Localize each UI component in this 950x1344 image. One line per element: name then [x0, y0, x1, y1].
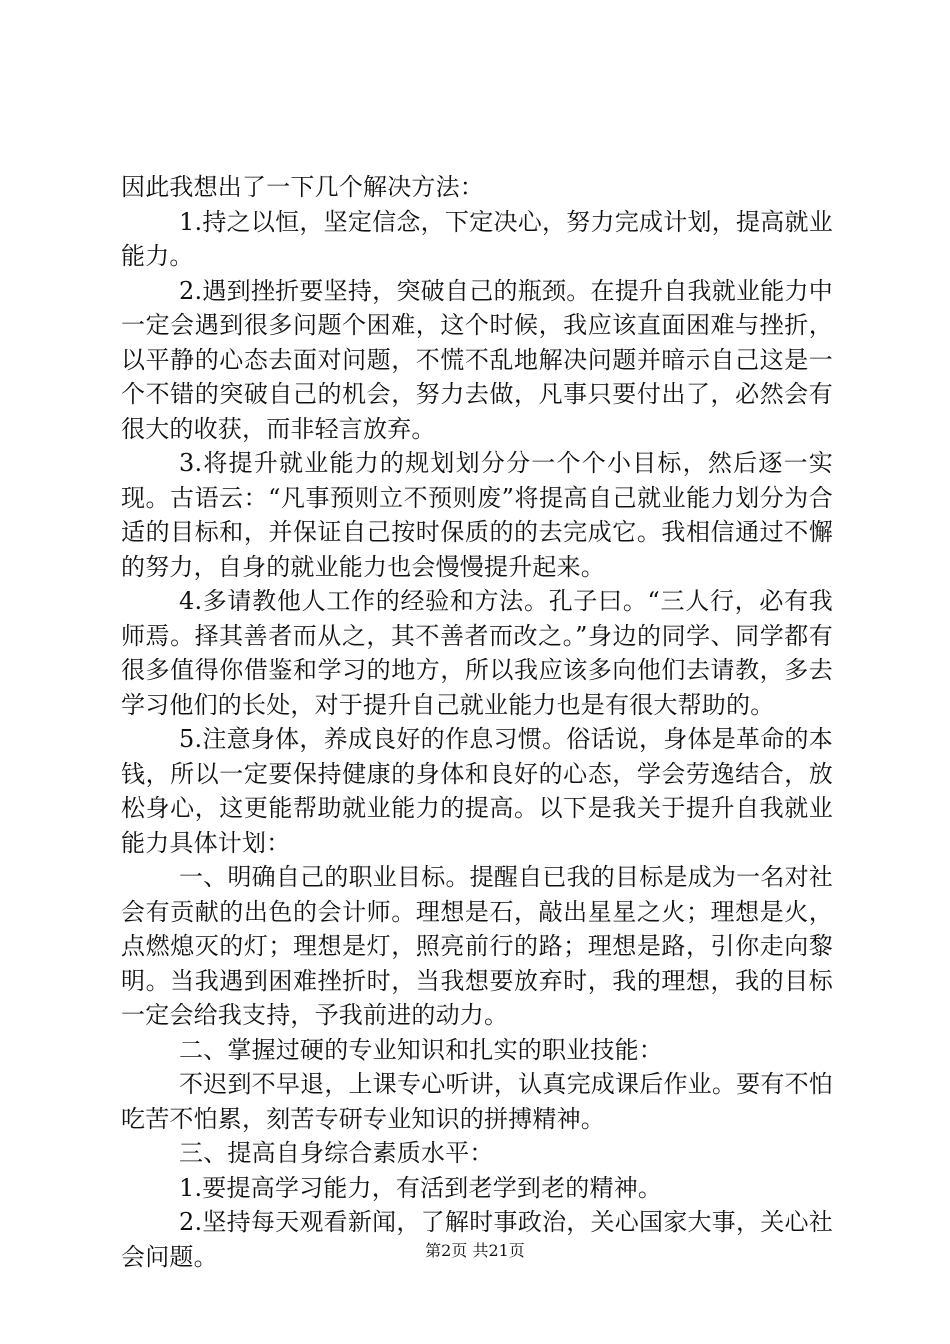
page-footer	[0, 1241, 950, 1261]
paragraph-method-4: 4.多请教他人工作的经验和方法。孔子曰。“三人行，必有我师焉。择其善者而从之，其不善者而改之。”身边的同学、同学都有很多值得你借鉴和学习的地方，所以我应该多向他们去请教，多去学习他们的长处，对于提升自己就业能力也是有很大帮助的。	[121, 587, 833, 719]
document-body	[121, 170, 833, 1274]
paragraph-plan-3-item-2: 2.坚持每天观看新闻，了解时事政治，关心国家大事，关心社会问题。	[121, 1208, 833, 1271]
paragraph-plan-1: 一、明确自己的职业目标。提醒自已我的目标是成为一名对社会有贡献的出色的会计师。理想是石，敲出星星之火；理想是火，点燃熄灭的灯；理想是灯，照亮前行的路；理想是路，引你走向黎明。当我遇到困难挫折时，当我想要放弃时，我的理想，我的目标一定会给我支持，予我前进的动力。	[121, 863, 833, 1029]
paragraph-method-1: 1.持之以恒，坚定信念，下定决心，努力完成计划，提高就业能力。	[121, 207, 833, 270]
paragraph-method-5: 5.注意身体，养成良好的作息习惯。俗话说，身体是革命的本钱，所以一定要保持健康的身体和良好的心态，学会劳逸结合，放松身心，这更能帮助就业能力的提高。以下是我关于提升自我就业能力具体计划：	[121, 725, 833, 857]
paragraph-plan-3-heading: 三、提高自身综合素质水平：	[179, 1139, 494, 1167]
paragraph-plan-2-body: 不迟到不早退，上课专心听讲，认真完成课后作业。要有不怕吃苦不怕累，刻苦专研专业知识的拼搏精神。	[121, 1070, 833, 1133]
paragraph-intro: 因此我想出了一下几个解决方法：	[121, 173, 484, 201]
page-number-label: 第2页 共21页	[425, 1241, 525, 1260]
paragraph-plan-2-heading: 二、掌握过硬的专业知识和扎实的职业技能：	[179, 1035, 663, 1064]
paragraph-method-2: 2.遇到挫折要坚持，突破自己的瓶颈。在提升自我就业能力中一定会遇到很多问题个困难，这个时候，我应该直面困难与挫折，以平静的心态去面对问题，不慌不乱地解决问题并暗示自己这是一个不错的突破自己的机会，努力去做，凡事只要付出了，必然会有很大的收获，而非轻言放弃。	[121, 276, 833, 443]
paragraph-plan-3-item-1: 1.要提高学习能力，有活到老学到老的精神。	[179, 1173, 663, 1202]
paragraph-method-3: 3.将提升就业能力的规划划分分一个个小目标，然后逐一实现。古语云：“凡事预则立不预则废”将提高自己就业能力划分为合适的目标和，并保证自己按时保质的的去完成它。我相信通过不懈的努力，自身的就业能力也会慢慢提升起来。	[121, 449, 833, 581]
